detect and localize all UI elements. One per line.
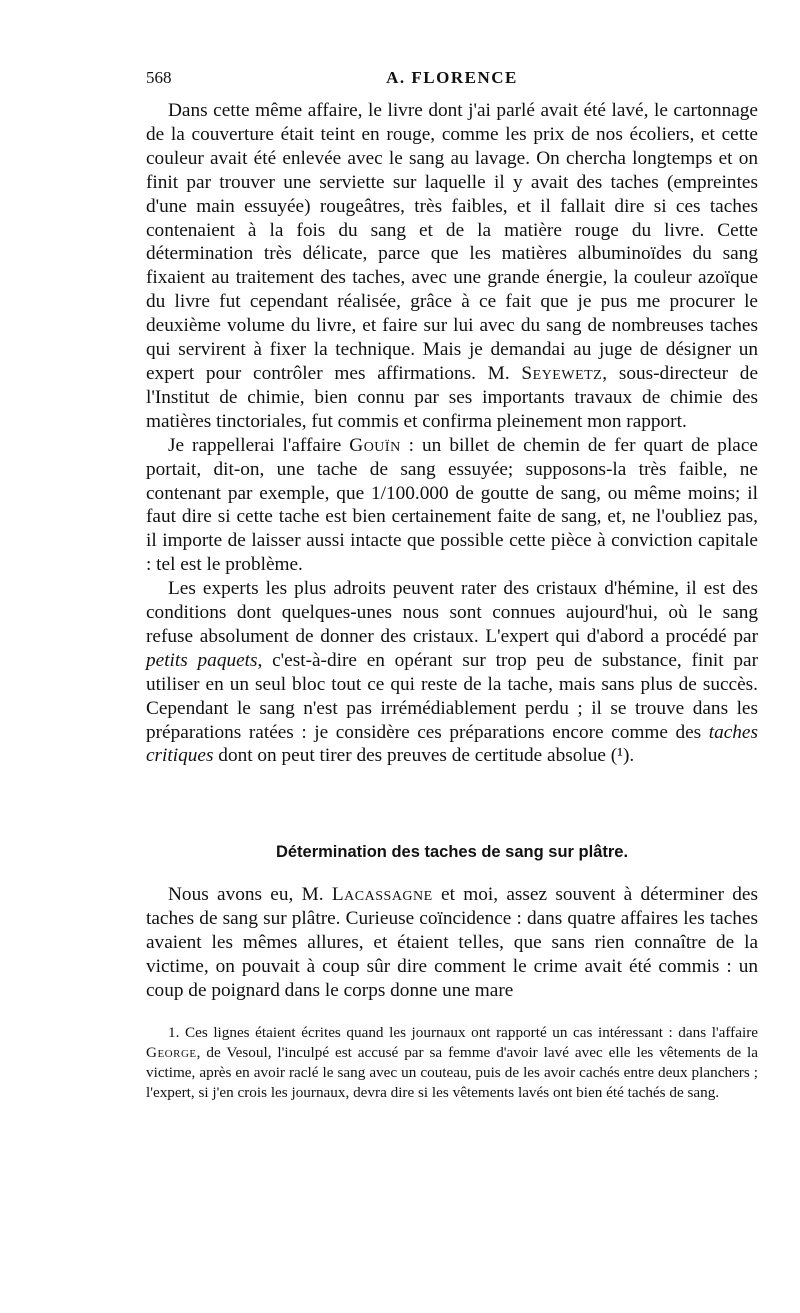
paragraph-4 — [146, 883, 758, 1003]
footnote-1 — [146, 1023, 758, 1103]
footnote-text-b: , de Vesoul, l'inculpé est accusé par sa femme d'avoir lavé avec elle les vêtements de la victime, après en avoir raclé le sang avec un couteau, puis de les avoir cachés entre deux planchers ; l'expert, si j'en crois les journaux, devra dire si les vêtements lavés ont bien été tachés de sang. — [146, 1044, 758, 1101]
main-text — [146, 99, 758, 768]
paragraph-3 — [146, 577, 758, 768]
footnote — [146, 1023, 758, 1103]
person-name-seyewetz: Seyewetz — [521, 362, 603, 384]
italic-phrase-petits-paquets: petits paquets — [146, 649, 258, 671]
footnote-text-a: 1. Ces lignes étaient écrites quand les journaux ont rapporté un cas intéressant : dans l'affaire — [168, 1024, 758, 1041]
page-header — [142, 64, 762, 90]
paragraph-1 — [146, 99, 758, 434]
paragraph-3-text-b: , c'est-à-dire en opérant sur trop peu de substance, finit par utiliser en un seul bloc tout ce qui reste de la tache, mais sans plus de succès. Cependant le sang n'est pas irrémédiablement perdu ; il se trouve dans les préparations ratées : je considère ces préparations encore comme des — [146, 649, 759, 743]
paragraph-3-text-d: ). — [622, 745, 635, 767]
running-title: A. FLORENCE — [386, 68, 518, 87]
paragraph-1-text-a: Dans cette même affaire, le livre dont j'ai parlé avait été lavé, le cartonnage de la couverture était teint en rouge, comme les prix de nos écoliers, et cette couleur avait été enlevée avec le sang au lavage. On chercha longtemps et on finit par trouver une serviette sur laquelle il y avait des taches (empreintes d'une main essuyée) rougeâtres, très faibles, et il fallait dire si ces taches contenaient à la fois du sang et de la matière rouge du livre. Cette détermination très délicate, parce que les matières albuminoïdes du sang fixaient au traitement des taches, avec une grande énergie, la couleur azoïque du livre fut cependant réalisée, grâce à ce fait que je pus me procurer le deuxième volume du livre, et faire sur lui avec du sang de nombreuses taches qui servirent à fixer la technique. Mais je demandai au juge de désigner un expert pour contrôler mes affirmations. M. — [146, 100, 758, 384]
paragraph-1-text-b: , sous-directeur de l'Institut de chimie, bien connu par ses importants travaux de chimie des matières tinctoriales, fut commis et confirma pleinement mon rapport. — [146, 362, 758, 432]
paragraph-2-text-b: : un billet de chemin de fer quart de place portait, dit-on, une tache de sang essuyée; supposons-la très faible, ne contenant par exemple, que 1/100.000 de goutte de sang, ou même moins; il faut dire si cette tache est bien certainement faite de sang, et, ne l'oubliez pas, il importe de laisser aussi intacte que possible cette pièce à conviction capitale : tel est le problème. — [146, 434, 758, 576]
paragraph-4-text-a: Nous avons eu, M. — [168, 884, 332, 905]
section-heading: Détermination des taches de sang sur plâtre. — [275, 843, 629, 861]
person-name-lacassagne: Lacassagne — [331, 884, 433, 905]
case-name-george: George — [146, 1044, 197, 1061]
paragraph-2 — [146, 434, 758, 577]
case-name-gouin: Gouïn — [349, 434, 401, 456]
italic-phrase-taches-critiques: taches critiques — [146, 721, 758, 767]
footnote-marker: ¹ — [617, 745, 623, 767]
page-number: 568 — [146, 68, 172, 87]
section-text — [146, 883, 758, 1003]
paragraph-3-text-c: dont on peut tirer des preuves de certitude absolue ( — [213, 745, 618, 767]
paragraph-3-text-a: Les experts les plus adroits peuvent rater des cristaux d'hémine, il est des conditions dont quelques-unes nous sont connues aujourd'hui, où le sang refuse absolument de donner des cristaux. L'expert qui d'abord a procédé par — [146, 578, 758, 647]
paragraph-4-text-b: et moi, assez souvent à déterminer des taches de sang sur plâtre. Curieuse coïncidence : dans quatre affaires les taches avaient les mêmes allures, et étaient telles, que sans rien connaître de la victime, on pouvait à coup sûr dire comment le crime avait été commis : un coup de poignard dans le corps donne une mare — [146, 884, 758, 1001]
paragraph-2-text-a: Je rappellerai l'affaire — [168, 434, 350, 456]
